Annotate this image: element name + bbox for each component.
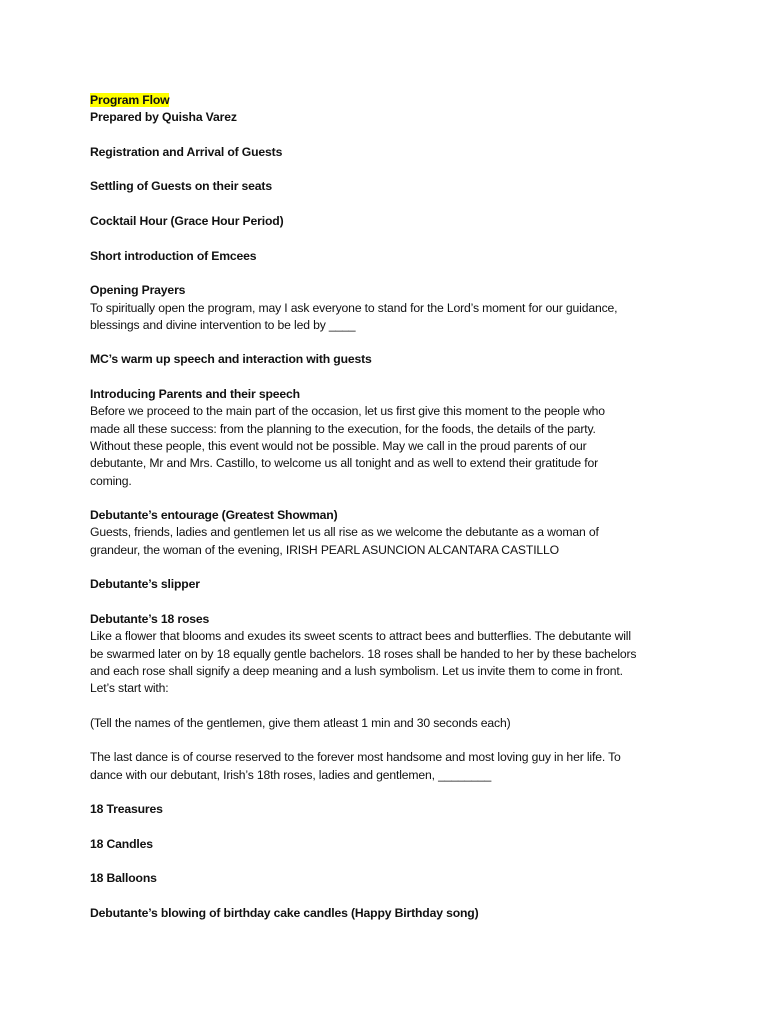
item-registration: Registration and Arrival of Guests — [90, 144, 283, 159]
entourage-heading: Debutante’s entourage (Greatest Showman) — [90, 508, 338, 523]
parents-line: made all these success: from the planning to the execution, for the foods, the details of the party. — [90, 421, 596, 436]
document-title: Program Flow — [90, 93, 170, 107]
parents-line: Before we proceed to the main part of the occasion, let us first give this moment to the people who — [90, 404, 605, 419]
opening-prayers-line: blessings and divine intervention to be led by ____ — [90, 317, 356, 332]
parents-line: coming. — [90, 473, 132, 488]
treasures-heading: 18 Treasures — [90, 802, 163, 817]
last-dance-line: dance with our debutant, Irish’s 18th roses, ladies and gentlemen, ________ — [90, 767, 492, 782]
last-dance-line: The last dance is of course reserved to the forever most handsome and most loving guy in her life. To — [90, 750, 621, 765]
parents-line: debutante, Mr and Mrs. Castillo, to welcome us all tonight and as well to extend their gratitude for — [90, 456, 598, 471]
entourage-line: Guests, friends, ladies and gentlemen let us all rise as we welcome the debutante as a woman of — [90, 525, 599, 540]
entourage-line: grandeur, the woman of the evening, IRISH PEARL ASUNCION ALCANTARA CASTILLO — [90, 542, 560, 557]
roses-line: and each rose shall signify a deep meaning and a lush symbolism. Let us invite them to come in front. — [90, 663, 623, 678]
title-line — [90, 92, 690, 109]
document-page — [90, 92, 690, 922]
candles-heading: 18 Candles — [90, 836, 153, 851]
parents-line: Without these people, this event would not be possible. May we call in the proud parents of our — [90, 438, 587, 453]
item-settling: Settling of Guests on their seats — [90, 179, 272, 194]
item-cocktail-hour: Cocktail Hour (Grace Hour Period) — [90, 214, 284, 229]
item-emcees: Short introduction of Emcees — [90, 248, 257, 263]
roses-note: (Tell the names of the gentlemen, give them atleast 1 min and 30 seconds each) — [90, 715, 511, 730]
slipper-heading: Debutante’s slipper — [90, 577, 200, 592]
cake-heading: Debutante’s blowing of birthday cake candles (Happy Birthday song) — [90, 905, 479, 920]
roses-line: be swarmed later on by 18 equally gentle bachelors. 18 roses shall be handed to her by these bachelors — [90, 646, 637, 661]
roses-heading: Debutante’s 18 roses — [90, 611, 210, 626]
opening-prayers-heading: Opening Prayers — [90, 283, 186, 298]
roses-line: Like a flower that blooms and exudes its sweet scents to attract bees and butterflies. The debutante will — [90, 629, 631, 644]
prepared-by: Prepared by Quisha Varez — [90, 110, 237, 125]
opening-prayers-line: To spiritually open the program, may I ask everyone to stand for the Lord’s moment for our guidance, — [90, 300, 618, 315]
roses-line: Let’s start with: — [90, 681, 169, 696]
mc-warm-up: MC’s warm up speech and interaction with guests — [90, 352, 372, 367]
balloons-heading: 18 Balloons — [90, 871, 157, 886]
parents-heading: Introducing Parents and their speech — [90, 387, 300, 402]
